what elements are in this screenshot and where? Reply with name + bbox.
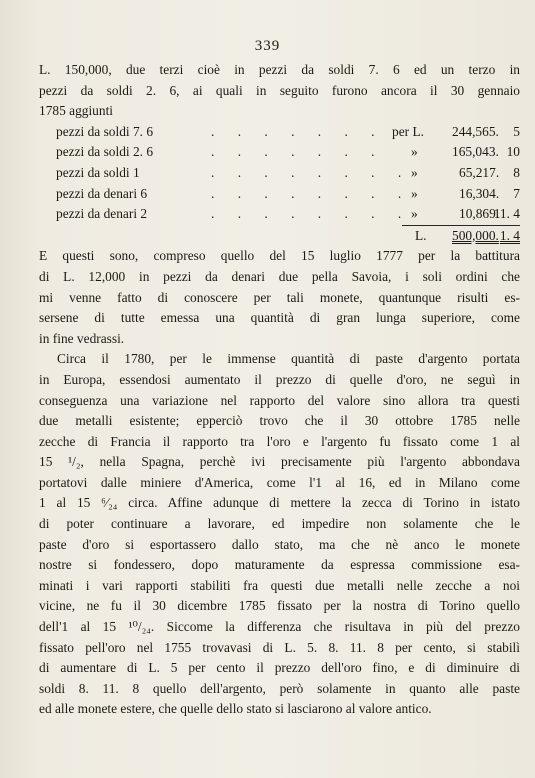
row-prefix: per L. — [392, 123, 424, 139]
row-label: pezzi da soldi 1 — [56, 164, 140, 180]
row-amount: 65,217. — [459, 164, 500, 180]
text-line: conseguenza una variazione nel rapporto del valore sino allora tra questi — [39, 392, 520, 408]
table-row — [39, 122, 520, 143]
total-soldi: 1. 4 — [499, 227, 520, 243]
text-line: in Europa, essendosi aumentato il prezzo di quelle d'oro, ne seguì in — [39, 371, 520, 387]
text-line: fissato pell'oro nel 1755 trovavasi di L. 5. 8. 11. 8 per cento, si stabilì — [39, 639, 520, 655]
row-prefix: » — [411, 164, 418, 180]
total-prefix: L. — [415, 227, 427, 243]
text-line: E questi sono, compreso quello del 15 luglio 1777 per la battitura — [39, 248, 520, 264]
row-amount: 16,304. — [459, 185, 500, 201]
text-line: di poter continuare a lavorare, ed impedire non solamente che le — [39, 516, 520, 532]
leader-dots: . . . . . . . . — [211, 206, 412, 222]
table-row — [39, 163, 520, 184]
text-line: mi venne fatto di conoscere per tali monete, quantunque risulti es- — [39, 289, 520, 305]
text-line: due metalli esistente; epperciò trovo che il 30 ottobre 1785 nelle — [39, 413, 520, 429]
total-amount: 500,000. — [452, 227, 499, 243]
text-line: di aumentare di L. 5 per cento il prezzo dell'oro fino, e di diminuire di — [39, 660, 520, 676]
text-line: sersene di tutte emessa una quantità di gran lunga superiore, come — [39, 310, 520, 326]
row-soldi: 10 — [506, 144, 520, 160]
row-soldi: 5 — [513, 123, 520, 139]
text-line: nostre si fondessero, dopo maturamente da espressa commissione esa- — [39, 557, 520, 573]
leader-dots: . . . . . . . — [211, 123, 385, 139]
text-line: ed alle monete estere, che quelle dello stato si lasciarono al valore antico. — [39, 701, 432, 717]
text-line: L. 150,000, due terzi cioè in pezzi da soldi 7. 6 ed un terzo in — [39, 62, 520, 77]
page-body — [39, 60, 520, 720]
leader-dots: . . . . . . . . — [211, 185, 412, 201]
leader-dots: . . . . . . . — [211, 144, 385, 160]
text-line: paste d'oro si esportassero dallo stato, ma che nè anco le monete — [39, 536, 520, 552]
row-label: pezzi da denari 6 — [56, 185, 148, 201]
row-amount: 10,869. — [459, 206, 500, 222]
text-line: soldi 8. 11. 8 quello dell'argento, però solamente in quanto alle paste — [39, 680, 520, 696]
text-line: minati i vari rapporti stabiliti fra questi due metalli nelle zecche a noi — [39, 577, 520, 593]
text-line: 1 al 15 ⁶⁄₂₄ circa. Affine adunque di mettere la zecca di Torino in istato — [39, 495, 520, 511]
leader-dots: . . . . . . . . — [211, 164, 412, 180]
text-line: portatovi dalle miniere d'America, come l'1 al 16, ed in Milano come — [39, 474, 520, 490]
text-line: Circa il 1780, per le immense quantità di paste d'argento portata — [57, 351, 520, 367]
text-line: pezzi da soldi 2. 6, ai quali in seguito furono ancora il 30 gennaio — [39, 82, 520, 98]
row-label: pezzi da denari 2 — [56, 206, 148, 222]
text-line: in fine vedrassi. — [39, 330, 125, 346]
text-line: 15 ¹/₂, nella Spagna, perchè ivi precisamente più l'argento abbondava — [39, 454, 520, 470]
text-line: 1785 aggiunti — [39, 103, 114, 119]
table-row — [39, 184, 520, 205]
row-prefix: » — [411, 185, 418, 201]
row-soldi: 8 — [513, 164, 520, 180]
row-amount: 165,043. — [452, 144, 499, 160]
row-prefix: » — [411, 206, 418, 222]
row-amount: 244,565. — [452, 123, 499, 139]
row-soldi: 7 — [513, 185, 520, 201]
table-total-row — [402, 225, 520, 247]
text-line: dell'1 al 15 ¹⁰/₂₄. Siccome la differenza che risultava in più del prezzo — [39, 619, 520, 635]
page-number: 339 — [254, 38, 281, 54]
text-line: di L. 12,000 in pezzi da denari due pella Savoia, i soli ordini che — [39, 268, 520, 284]
row-soldi: 11. 4 — [493, 206, 520, 222]
text-line: zecche di Francia il rapporto tra l'oro e l'argento fu fissato come 1 al — [39, 433, 520, 449]
coin-table — [39, 122, 520, 247]
row-label: pezzi da soldi 2. 6 — [56, 144, 154, 160]
row-label: pezzi da soldi 7. 6 — [56, 123, 154, 139]
table-row — [39, 204, 520, 225]
text-line: vicine, ne fu il 30 dicembre 1785 fissato per la nostra di Torino quello — [39, 598, 520, 614]
row-prefix: » — [411, 144, 418, 160]
table-row — [39, 142, 520, 163]
